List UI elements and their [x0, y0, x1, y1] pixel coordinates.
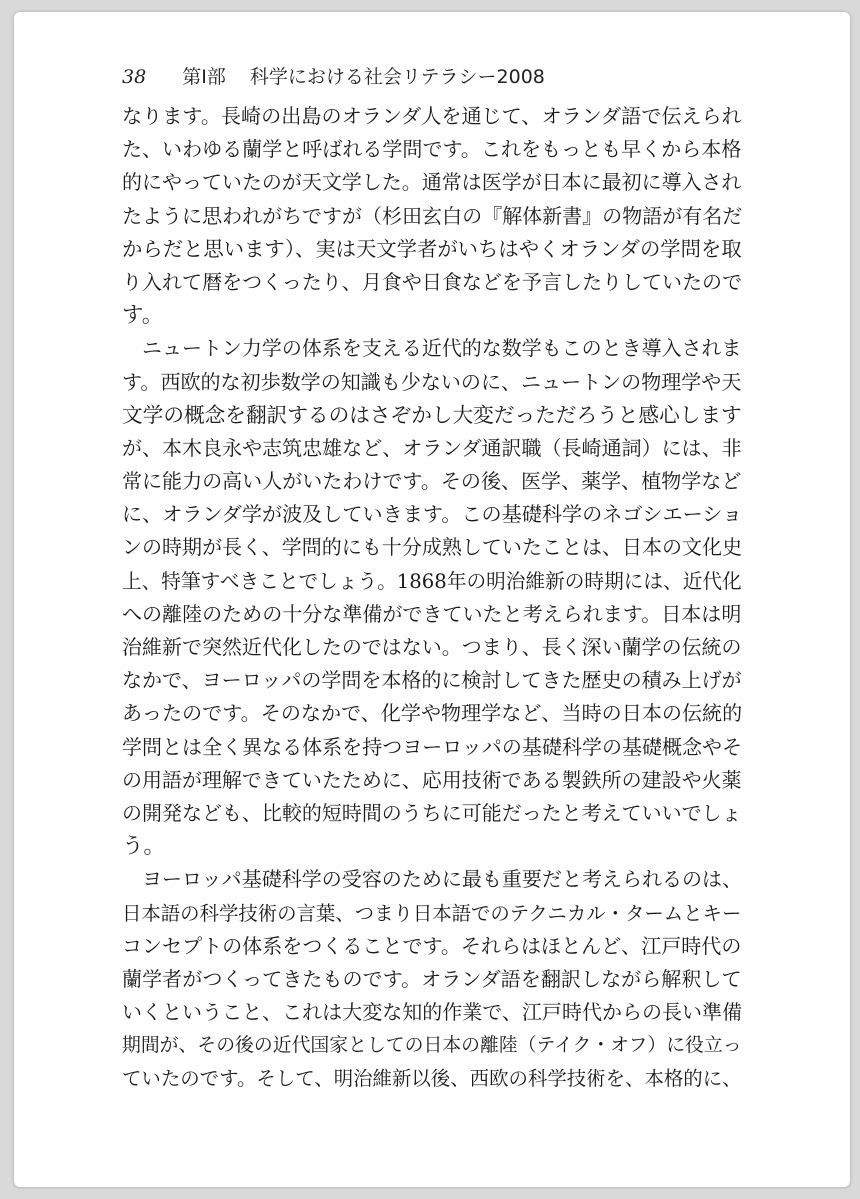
- text-line: う。: [122, 834, 166, 860]
- text-line: なります。長崎の出島のオランダ人を通じて、オランダ語で伝えられ: [122, 104, 742, 128]
- part-label: 第Ⅰ部: [182, 66, 226, 88]
- text-line: たように思われがちですが（杉田玄白の『解体新書』の物語が有名だ: [122, 203, 743, 228]
- text-line: 的にやっていたのが天文学した。通常は医学が日本に最初に導入され: [122, 170, 742, 195]
- text-line: 蘭学者がつくってきたものです。オランダ語を翻訳しながら解釈して: [122, 966, 742, 991]
- text-line: ていたのです。そして、明治維新以後、西欧の科学技術を、本格的に、: [122, 1067, 742, 1091]
- text-line: に、オランダ学が波及していきます。この基礎科学のネゴシエーショ: [122, 502, 743, 527]
- text-line: す。: [122, 303, 164, 329]
- text-line: なかで、ヨーロッパの学問を本格的に検討してきた歴史の積み上げが: [122, 668, 742, 693]
- text-line: いくということ、これは大変な知的作業で、江戸時代からの長い準備: [122, 1000, 743, 1025]
- text-line: り入れて暦をつくったり、月食や日食などを予言したりしていたので: [122, 269, 743, 294]
- text-line: ヨーロッパ基礎科学の受容のために最も重要だと考えられるのは、: [122, 867, 743, 892]
- document-page: [14, 12, 850, 1187]
- chapter-title: 科学における社会リテラシー2008: [249, 66, 545, 88]
- text-line: あったのです。そのなかで、化学や物理学など、当時の日本の伝統的: [122, 701, 743, 726]
- text-line: への離陸のための十分な準備ができていたと考えられます。日本は明: [122, 601, 742, 626]
- text-line: 治維新で突然近代化したのではない。つまり、長く深い蘭学の伝統の: [122, 635, 742, 659]
- text-line: 日本語の科学技術の言葉、つまり日本語でのテクニカル・タームとキー: [122, 901, 742, 925]
- text-line: 常に能力の高い人がいたわけです。その後、医学、薬学、植物学など: [122, 469, 742, 494]
- text-line: が、本木良永や志筑忠雄など、オランダ通訳職（長崎通詞）には、非: [122, 435, 742, 460]
- text-line: の開発なども、比較的短時間のうちに可能だったと考えていいでしょ: [122, 800, 742, 825]
- text-line: からだと思います）、実は天文学者がいちはやくオランダの学問を取: [122, 236, 742, 261]
- text-line: た、いわゆる蘭学と呼ばれる学問です。これをもっとも早くから本格: [122, 137, 742, 162]
- text-line: す。西欧的な初歩数学の知識も少ないのに、ニュートンの物理学や天: [122, 369, 742, 394]
- running-header: [122, 62, 545, 89]
- body-text: [122, 100, 742, 1096]
- page-number: 38: [122, 66, 147, 88]
- text-line: 期間が、その後の近代国家としての日本の離陸（テイク・オフ）に役立っ: [122, 1035, 742, 1057]
- text-line: ニュートン力学の体系を支える近代的な数学もこのとき導入されま: [122, 336, 742, 361]
- text-line: 上、特筆すべきことでしょう。1868年の明治維新の時期には、近代化: [122, 569, 742, 593]
- text-line: 学問とは全く異なる体系を持つヨーロッパの基礎科学の基礎概念やそ: [122, 734, 743, 759]
- text-line: ンの時期が長く、学問的にも十分成熟していたことは、日本の文化史: [122, 535, 743, 560]
- text-line: コンセプトの体系をつくることです。それらはほとんど、江戸時代の: [122, 933, 742, 958]
- text-line: 文学の概念を翻訳するのはさぞかし大変だっただろうと感心します: [122, 402, 742, 427]
- text-line: の用語が理解できていたために、応用技術である製鉄所の建設や火薬: [122, 767, 742, 792]
